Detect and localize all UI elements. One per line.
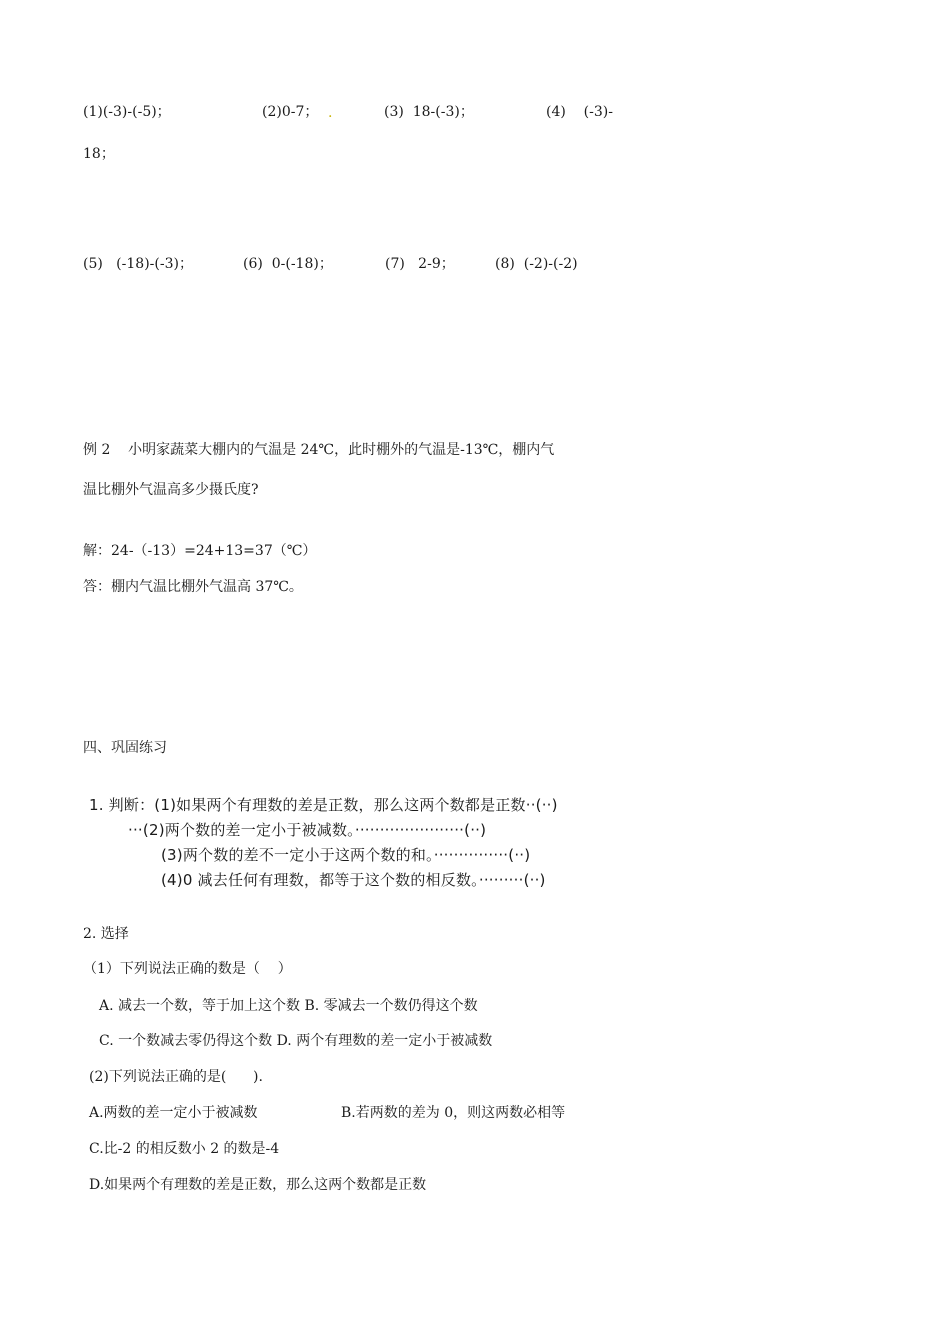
- exercise-item-6: (6) 0-(-18)；: [243, 256, 333, 272]
- example2-question-line1: 例 2 小明家蔬菜大棚内的气温是 24℃，此时棚外的气温是-13℃，棚内气: [83, 442, 555, 458]
- exercise-item-7: (7) 2-9；: [385, 256, 455, 272]
- judge-line-2: ···(2)两个数的差一定小于被减数。······················(··): [128, 821, 487, 839]
- judge-line-4: (4)0 减去任何有理数，都等于这个数的相反数。·········(··): [161, 871, 546, 889]
- example2-question-line2: 温比棚外气温高多少摄氏度?: [83, 482, 259, 498]
- exercise-item-4: (4) (-3)-: [546, 104, 613, 120]
- exercise-item-3: (3) 18-(-3)；: [384, 104, 474, 120]
- judge-line-1: 1. 判断：(1)如果两个有理数的差是正数，那么这两个数都是正数··(··): [89, 796, 558, 814]
- choice-q1-stem: （1）下列说法正确的数是（ ）: [83, 961, 292, 977]
- choice-q2-option-a: A.两数的差一定小于被减数: [89, 1105, 258, 1121]
- choice-q2-option-d: D.如果两个有理数的差是正数，那么这两个数都是正数: [89, 1177, 427, 1193]
- judge-line-3: (3)两个数的差不一定小于这两个数的和。···············(··): [161, 846, 531, 864]
- exercise-item-8: (8) (-2)-(-2): [495, 256, 578, 272]
- choice-heading: 2. 选择: [83, 926, 129, 942]
- exercise-item-1: (1)(-3)-(-5)；: [83, 104, 171, 120]
- choice-q1-options-cd: C. 一个数减去零仍得这个数 D. 两个有理数的差一定小于被减数: [99, 1033, 493, 1049]
- choice-q2-option-b: B.若两数的差为 0，则这两数必相等: [341, 1105, 566, 1121]
- example2-answer: 答：棚内气温比棚外气温高 37℃。: [83, 579, 303, 595]
- exercise-item-5: (5) (-18)-(-3)；: [83, 256, 193, 272]
- section-heading: 四、巩固练习: [83, 740, 167, 756]
- choice-q2-stem: (2)下列说法正确的是( ).: [89, 1069, 263, 1085]
- exercise-item-4-wrap: 18；: [83, 146, 115, 162]
- stray-mark: .: [328, 105, 333, 121]
- choice-q2-option-c: C.比-2 的相反数小 2 的数是-4: [89, 1141, 280, 1157]
- example2-solution: 解：24-（-13）=24+13=37（℃）: [83, 543, 317, 559]
- exercise-item-2: (2)0-7；: [262, 104, 319, 120]
- choice-q1-options-ab: A. 减去一个数，等于加上这个数 B. 零减去一个数仍得这个数: [99, 998, 478, 1014]
